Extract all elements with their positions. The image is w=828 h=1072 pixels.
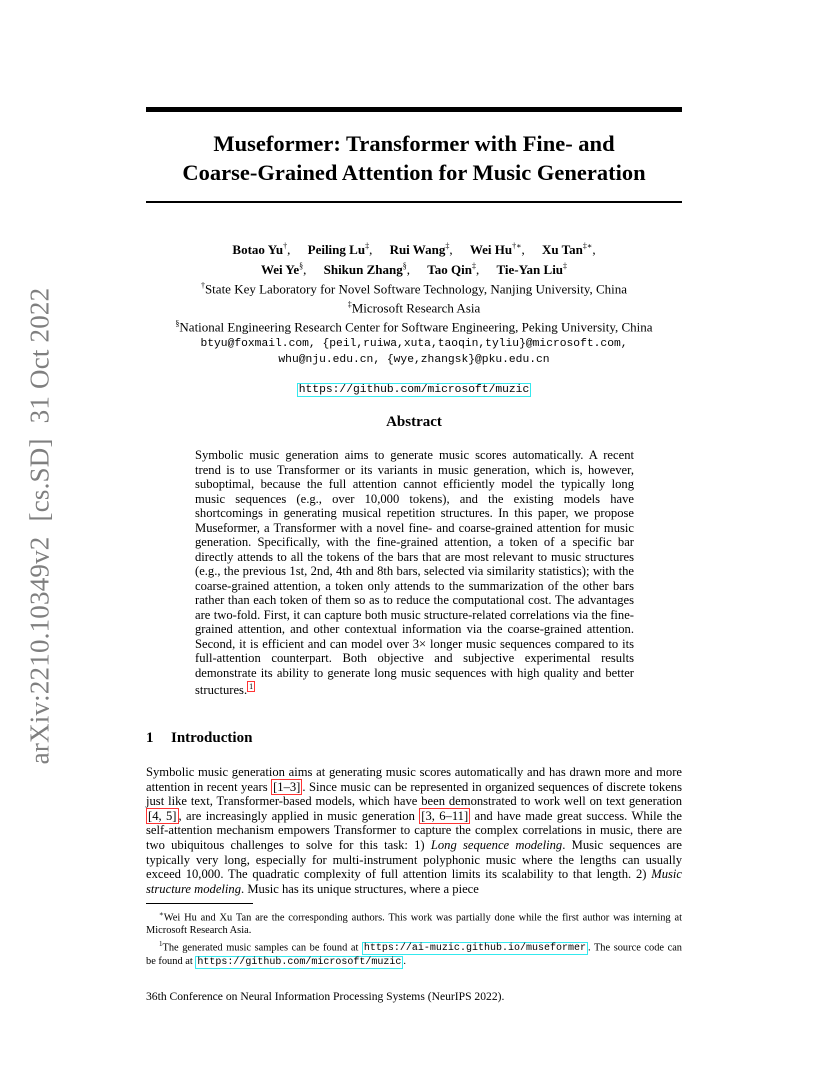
footnote-ref[interactable]: 1 (249, 682, 254, 691)
footnotes (146, 908, 682, 969)
footnote-2: $^1$The generated music samples can be found at https://ai-muzic.github.io/museformer . The source code can be found at https://github.com/microsoft/muzic . (146, 939, 682, 968)
author: Shikun Zhang§, (323, 261, 411, 277)
arxiv-side-stamp (25, 288, 56, 765)
affiliation-nju: †State Key Laboratory for Novel Software Technology, Nanjing University, China (200, 280, 628, 296)
code-link[interactable]: https://github.com/microsoft/muzic (197, 956, 402, 968)
author: Wei Hu†∗, (469, 242, 525, 258)
footnote-1: ∗Wei Hu and Xu Tan are the corresponding authors. This work was partially done while the first author was interning at Microsoft Research Asia. (146, 910, 682, 937)
arxiv-date: 31 Oct 2022 (24, 287, 55, 424)
section-heading: 1 Introduction (146, 730, 253, 746)
author-emails-2: whu@nju.edu.cn, {wye,zhangsk}@pku.edu.cn (278, 353, 550, 366)
footnote-rule (146, 903, 253, 904)
arxiv-category: [cs.SD] (24, 438, 55, 522)
affiliation-pku: §National Engineering Research Center for Software Engineering, Peking University, China (175, 319, 653, 335)
author: Rui Wang‡, (389, 242, 453, 258)
citation-link[interactable]: [4, 5] (148, 808, 177, 823)
samples-link[interactable]: https://ai-muzic.github.io/museformer (363, 943, 586, 955)
author-row-1 (146, 239, 682, 258)
title-line-2: Coarse-Grained Attention for Music Generation (182, 160, 646, 185)
author-row-2 (146, 258, 682, 277)
paper-title (146, 129, 682, 187)
abstract-heading: Abstract (386, 414, 442, 430)
author-list (146, 239, 682, 398)
venue-note: 36th Conference on Neural Information Processing Systems (NeurIPS 2022). (146, 990, 505, 1003)
author: Tao Qin‡, (427, 261, 480, 277)
title-top-rule (146, 107, 682, 112)
author: Botao Yu†, (232, 242, 291, 258)
abstract-body: Symbolic music generation aims to generate music scores automatically. A recent trend is to use Transformer or its variants in music generation, which is, however, suboptimal, because the full attention cannot efficiently model the typically long music sequences (e.g., over 10,000 tokens), and the existing models have shortcomings in generating musical repetition structures. In this paper, we propose Museformer, a Transformer with a novel fine- and coarse-grained attention for music generation. Specifically, with the fine-grained attention, a token of a specific bar directly attends to all the tokens of the bars that are most relevant to music structures (e.g., the previous 1st, 2nd, 4th and 8th bars, selected via similarity statistics); with the coarse-grained attention, a token only attends to the summarization of the other bars rather than each token of them so as to reduce the computational cost. The advantages are two-fold. First, it can capture both music structure-related correlations via the fine-grained attention, and other contextual information via the coarse-grained attention. Second, it is efficient and can model over 3× longer music sequences compared to its full-attention counterpart. Both objective and subjective experimental results demonstrate its ability to generate long music sequences with high quality and better structures. $^1$ (195, 448, 634, 698)
author: Tie-Yan Liu‡ (496, 261, 568, 277)
citation-link[interactable]: [1–3] (273, 779, 301, 794)
repo-link[interactable]: https://github.com/microsoft/muzic (298, 383, 530, 396)
arxiv-id: arXiv:2210.10349v2 (24, 536, 55, 765)
citation-link[interactable]: [3, 6–11] (421, 808, 469, 823)
author: Wei Ye§, (260, 261, 307, 277)
author-emails-1: btyu@foxmail.com, {peil,ruiwa,xuta,taoqin,tyliu}@microsoft.com, (200, 337, 628, 350)
author: Xu Tan‡∗, (542, 242, 596, 258)
intro-paragraph: Symbolic music generation aims at generating music scores automatically and has drawn more and more attention in recent years [1–3] . Since music can be represented in organized sequences of discrete tokens just like text, Transformer-based models, which have been demonstrated to work well on text generation [4, 5] , are increasingly applied in music generation [3, 6–11] and have made great success. While the self-attention mechanism empowers Transformer to capture the complex correlations in music, there are two ubiquitous challenges to solve for this task: 1) Long sequence modeling. Music sequences are typically very long, especially for multi-instrument polyphonic music where the lengths can usually exceed 10,000. The quadratic complexity of full attention limits its scalability to that length. 2) Music structure modeling. Music has its unique structures, where a piece (146, 765, 682, 896)
author: Peiling Lu‡, (307, 242, 373, 258)
affiliation-msra: ‡Microsoft Research Asia (347, 299, 481, 316)
title-line-1: Museformer: Transformer with Fine- and (213, 131, 615, 156)
title-bottom-rule (146, 201, 682, 203)
